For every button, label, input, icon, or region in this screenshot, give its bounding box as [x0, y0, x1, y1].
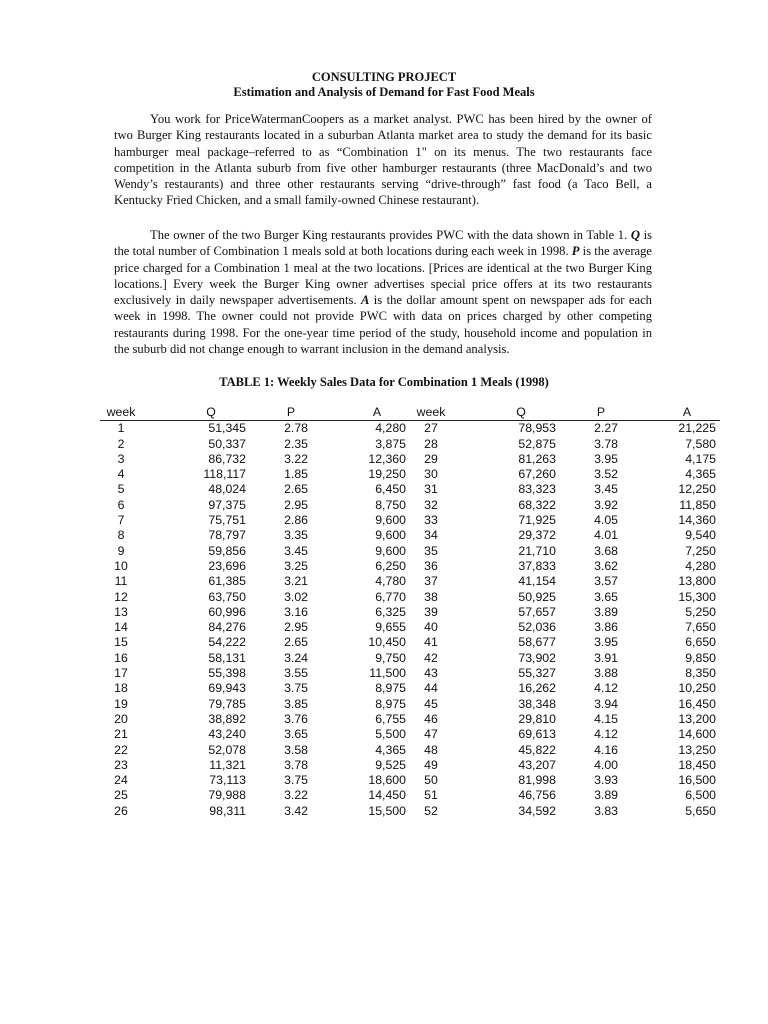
column-header-week: week: [100, 405, 142, 421]
table-row: [410, 498, 720, 513]
cell-p: 3.95: [594, 451, 618, 466]
cell-a: 4,280: [375, 421, 406, 436]
cell-q: 68,322: [518, 497, 556, 512]
table-row: [100, 452, 410, 467]
cell-p: 3.24: [284, 650, 308, 665]
data-description-text-3: is the average price charged for a Combination 1 meal at the two locations. [Prices are identical at the two Burger King locations.] Every week the Burger King owner advertises special price offers at its two restaurants exclusively in daily newspaper advertisements.: [114, 244, 652, 308]
cell-q: 75,751: [208, 513, 246, 528]
cell-p: 3.22: [284, 788, 308, 803]
cell-a: 6,500: [685, 788, 716, 803]
cell-q: 78,797: [208, 528, 246, 543]
cell-q: 51,345: [208, 421, 246, 436]
cell-q: 84,276: [208, 620, 246, 635]
cell-a: 19,250: [368, 467, 406, 482]
table-row: [410, 421, 720, 437]
table-row: [100, 574, 410, 589]
cell-p: 3.57: [594, 574, 618, 589]
table-row: [410, 467, 720, 482]
cell-p: 1.85: [284, 467, 308, 482]
cell-a: 16,500: [678, 773, 716, 788]
cell-a: 13,250: [678, 742, 716, 757]
cell-p: 4.00: [594, 757, 618, 772]
cell-p: 3.94: [594, 696, 618, 711]
cell-p: 3.65: [594, 589, 618, 604]
table-title: TABLE 1: Weekly Sales Data for Combination 1 Meals (1998): [219, 375, 549, 389]
cell-q: 52,875: [518, 436, 556, 451]
cell-p: 3.35: [284, 528, 308, 543]
cell-a: 6,755: [375, 711, 406, 726]
cell-week: 38: [424, 589, 438, 604]
cell-p: 3.62: [594, 558, 618, 573]
cell-week: 33: [424, 513, 438, 528]
table-body-right: [410, 421, 720, 819]
cell-p: 3.58: [284, 742, 308, 757]
table-row: [100, 559, 410, 574]
cell-a: 14,600: [678, 727, 716, 742]
table-row: [100, 727, 410, 742]
cell-p: 2.78: [284, 421, 308, 436]
cell-a: 8,975: [375, 681, 406, 696]
cell-week: 1: [117, 421, 125, 436]
cell-a: 8,975: [375, 696, 406, 711]
table-row: [410, 712, 720, 727]
cell-a: 7,580: [685, 436, 716, 451]
cell-p: 3.83: [594, 803, 618, 818]
cell-q: 71,925: [518, 513, 556, 528]
cell-q: 73,113: [209, 773, 246, 788]
cell-p: 3.45: [284, 543, 308, 558]
table-row: [100, 666, 410, 681]
table-row: [100, 620, 410, 635]
cell-q: 46,756: [518, 788, 556, 803]
cell-week: 49: [424, 757, 438, 772]
cell-week: 50: [424, 773, 438, 788]
table-row: [410, 437, 720, 452]
table-row: [100, 712, 410, 727]
cell-a: 3,875: [375, 436, 406, 451]
cell-p: 3.95: [594, 635, 618, 650]
cell-a: 5,250: [685, 604, 716, 619]
cell-week: 42: [424, 650, 438, 665]
intro-paragraph: [114, 111, 652, 209]
cell-q: 29,372: [518, 528, 556, 543]
sales-table-weeks-1-26: [100, 405, 410, 819]
cell-q: 79,785: [208, 696, 246, 711]
cell-q: 59,856: [208, 543, 246, 558]
table-row: [100, 482, 410, 497]
table-row: [100, 697, 410, 712]
cell-week: 21: [114, 727, 128, 742]
cell-week: 35: [424, 543, 438, 558]
table-row: [100, 605, 410, 620]
cell-p: 3.78: [594, 436, 618, 451]
cell-week: 27: [424, 421, 438, 436]
table-row: [410, 544, 720, 559]
column-header-a: A: [314, 405, 410, 421]
cell-week: 20: [114, 711, 128, 726]
cell-a: 9,850: [685, 650, 716, 665]
cell-a: 7,250: [685, 543, 716, 558]
cell-p: 3.76: [284, 711, 308, 726]
cell-p: 2.35: [284, 436, 308, 451]
cell-q: 54,222: [208, 635, 246, 650]
cell-q: 23,696: [208, 558, 246, 573]
table-row: [410, 804, 720, 819]
cell-q: 43,207: [518, 757, 556, 772]
table-row: [100, 498, 410, 513]
table-row: [100, 544, 410, 559]
cell-a: 4,365: [685, 467, 716, 482]
table-row: [410, 727, 720, 742]
cell-p: 4.16: [594, 742, 618, 757]
table-body-left: [100, 421, 410, 819]
cell-a: 10,250: [678, 681, 716, 696]
table-row: [410, 605, 720, 620]
cell-a: 21,225: [678, 421, 716, 436]
cell-a: 15,300: [678, 589, 716, 604]
data-description-text-1: The owner of the two Burger King restaurants provides PWC with the data shown in Table 1.: [150, 228, 631, 242]
table-row: [410, 788, 720, 803]
cell-week: 40: [424, 620, 438, 635]
variable-q: Q: [630, 228, 640, 242]
cell-week: 24: [114, 773, 128, 788]
cell-q: 55,327: [518, 666, 556, 681]
table-header-row: [410, 405, 720, 421]
cell-week: 36: [424, 558, 438, 573]
variable-a: A: [360, 293, 370, 308]
table-row: [410, 666, 720, 681]
column-header-p: P: [560, 405, 624, 421]
table-row: [100, 773, 410, 788]
cell-week: 11: [114, 574, 128, 589]
data-description-text-2: is the total number of Combination 1 meals sold at both locations during each week in 1998.: [114, 228, 652, 259]
cell-p: 3.68: [594, 543, 618, 558]
cell-a: 12,360: [368, 451, 406, 466]
cell-p: 3.75: [284, 681, 308, 696]
cell-q: 48,024: [208, 482, 246, 497]
cell-p: 3.52: [594, 467, 618, 482]
table-row: [410, 528, 720, 543]
cell-q: 52,078: [208, 742, 246, 757]
cell-q: 29,810: [518, 711, 556, 726]
cell-q: 45,822: [518, 742, 556, 757]
sales-table-weeks-27-52: [410, 405, 720, 819]
column-header-week: week: [410, 405, 452, 421]
cell-q: 60,996: [208, 604, 246, 619]
cell-a: 8,350: [685, 666, 716, 681]
cell-q: 38,348: [518, 696, 556, 711]
table-row: [100, 651, 410, 666]
cell-p: 2.95: [284, 620, 308, 635]
cell-p: 3.42: [284, 803, 308, 818]
cell-week: 51: [424, 788, 438, 803]
cell-p: 3.16: [284, 604, 308, 619]
table-row: [410, 773, 720, 788]
cell-week: 52: [424, 803, 438, 818]
cell-week: 26: [114, 803, 128, 818]
cell-q: 69,613: [518, 727, 556, 742]
cell-a: 14,450: [368, 788, 406, 803]
table-row: [410, 635, 720, 650]
cell-week: 6: [117, 497, 125, 512]
table-row: [100, 513, 410, 528]
cell-q: 34,592: [518, 803, 556, 818]
cell-a: 9,750: [375, 650, 406, 665]
data-description-paragraph: [114, 227, 652, 357]
cell-week: 13: [114, 604, 128, 619]
cell-p: 4.12: [594, 681, 618, 696]
cell-week: 46: [424, 711, 438, 726]
cell-q: 86,732: [208, 451, 246, 466]
cell-p: 2.65: [284, 482, 308, 497]
cell-week: 18: [114, 681, 128, 696]
cell-q: 37,833: [518, 558, 556, 573]
cell-q: 57,657: [518, 604, 556, 619]
cell-p: 3.89: [594, 788, 618, 803]
table-row: [410, 620, 720, 635]
cell-week: 43: [424, 666, 438, 681]
column-header-p: P: [250, 405, 314, 421]
table-row: [410, 697, 720, 712]
document-title: CONSULTING PROJECT: [311, 70, 457, 84]
table-row: [100, 788, 410, 803]
cell-week: 47: [424, 727, 438, 742]
cell-a: 9,525: [375, 757, 406, 772]
cell-q: 83,323: [518, 482, 556, 497]
cell-a: 18,450: [678, 757, 716, 772]
cell-q: 67,260: [518, 467, 556, 482]
data-description-text-4: is the dollar amount spent on newspaper ads for each week in 1998. The owner could not provide PWC with data on prices charged by other competing restaurants during 1998. For the one-year time period of the study, household income and population in the suburb did not change enough to warrant inclusion in the demand analysis.: [114, 293, 652, 357]
cell-a: 8,750: [375, 497, 406, 512]
cell-p: 3.88: [594, 666, 618, 681]
cell-q: 43,240: [208, 727, 246, 742]
cell-p: 3.21: [284, 574, 308, 589]
cell-week: 10: [114, 558, 128, 573]
cell-a: 6,325: [375, 604, 406, 619]
cell-a: 9,600: [375, 513, 406, 528]
cell-p: 3.85: [284, 696, 308, 711]
cell-a: 4,365: [375, 742, 406, 757]
cell-week: 45: [424, 696, 438, 711]
cell-p: 2.27: [594, 421, 618, 436]
table-row: [100, 528, 410, 543]
cell-p: 3.75: [284, 773, 308, 788]
cell-q: 38,892: [208, 711, 246, 726]
cell-week: 14: [114, 620, 128, 635]
variable-p: P: [571, 244, 580, 259]
cell-week: 32: [424, 497, 438, 512]
document-subtitle: Estimation and Analysis of Demand for Fast Food Meals: [233, 85, 535, 99]
cell-a: 6,770: [375, 589, 406, 604]
cell-q: 52,036: [518, 620, 556, 635]
cell-q: 55,398: [208, 666, 246, 681]
cell-p: 3.55: [284, 666, 308, 681]
table-row: [100, 437, 410, 452]
table-row: [410, 651, 720, 666]
cell-week: 31: [424, 482, 438, 497]
cell-week: 16: [114, 650, 128, 665]
cell-week: 28: [424, 436, 438, 451]
cell-a: 16,450: [678, 696, 716, 711]
intro-paragraph-text: You work for PriceWatermanCoopers as a market analyst. PWC has been hired by the owner of two Burger King restaurants located in a suburban Atlanta market area to study the demand for its basic hamburger meal package–referred to as “Combination 1" on its menus. The two restaurants face competition in the Atlanta suburb from five other hamburger restaurants (three MacDonald’s and two Wendy’s restaurants) and three other restaurants serving “drive-through” fast food (a Taco Bell, a Kentucky Fried Chicken, and a small family-owned Chinese restaurant).: [114, 112, 652, 208]
cell-week: 4: [117, 467, 125, 482]
cell-week: 41: [424, 635, 438, 650]
table-row: [410, 758, 720, 773]
table-row: [100, 804, 410, 819]
cell-week: 48: [424, 742, 438, 757]
cell-q: 58,131: [208, 650, 246, 665]
cell-a: 4,280: [685, 558, 716, 573]
cell-p: 3.22: [284, 451, 308, 466]
cell-week: 39: [424, 604, 438, 619]
cell-week: 7: [117, 513, 125, 528]
cell-p: 3.93: [594, 773, 618, 788]
cell-p: 4.15: [594, 711, 618, 726]
column-header-q: Q: [142, 405, 250, 421]
cell-week: 23: [114, 757, 128, 772]
cell-week: 2: [117, 436, 125, 451]
cell-a: 10,450: [368, 635, 406, 650]
cell-q: 69,943: [208, 681, 246, 696]
cell-p: 3.02: [284, 589, 308, 604]
cell-p: 4.12: [594, 727, 618, 742]
cell-q: 50,337: [208, 436, 246, 451]
table-row: [410, 574, 720, 589]
cell-a: 6,250: [375, 558, 406, 573]
cell-week: 29: [424, 451, 438, 466]
cell-p: 3.86: [594, 620, 618, 635]
cell-p: 2.86: [284, 513, 308, 528]
cell-p: 4.01: [594, 528, 618, 543]
cell-q: 81,998: [518, 773, 556, 788]
cell-p: 2.95: [284, 497, 308, 512]
cell-a: 9,600: [375, 543, 406, 558]
cell-week: 3: [117, 451, 125, 466]
cell-q: 97,375: [208, 497, 246, 512]
cell-p: 3.89: [594, 604, 618, 619]
cell-a: 11,850: [679, 497, 716, 512]
cell-q: 41,154: [518, 574, 556, 589]
cell-a: 14,360: [678, 513, 716, 528]
table-row: [100, 635, 410, 650]
cell-week: 34: [424, 528, 438, 543]
cell-a: 5,500: [375, 727, 406, 742]
table-row: [410, 681, 720, 696]
cell-a: 5,650: [685, 803, 716, 818]
cell-p: 3.78: [284, 757, 308, 772]
cell-p: 3.91: [594, 650, 618, 665]
table-row: [410, 452, 720, 467]
table-row: [100, 590, 410, 605]
cell-p: 4.05: [594, 513, 618, 528]
cell-q: 63,750: [208, 589, 246, 604]
table-row: [410, 513, 720, 528]
cell-a: 13,200: [678, 711, 716, 726]
cell-q: 50,925: [518, 589, 556, 604]
cell-a: 9,655: [375, 620, 406, 635]
cell-week: 15: [114, 635, 128, 650]
cell-week: 12: [114, 589, 128, 604]
cell-q: 73,902: [518, 650, 556, 665]
cell-a: 9,600: [375, 528, 406, 543]
cell-a: 13,800: [678, 574, 716, 589]
cell-a: 12,250: [678, 482, 716, 497]
cell-q: 81,263: [518, 451, 556, 466]
cell-q: 11,321: [209, 757, 246, 772]
cell-q: 58,677: [518, 635, 556, 650]
cell-q: 61,385: [208, 574, 246, 589]
cell-p: 3.45: [594, 482, 618, 497]
cell-p: 2.65: [284, 635, 308, 650]
cell-p: 3.65: [284, 727, 308, 742]
cell-week: 22: [114, 742, 128, 757]
cell-week: 5: [117, 482, 125, 497]
cell-p: 3.92: [594, 497, 618, 512]
column-header-a: A: [624, 405, 720, 421]
table-row: [100, 743, 410, 758]
cell-a: 6,650: [685, 635, 716, 650]
table-row: [410, 482, 720, 497]
table-header-row: [100, 405, 410, 421]
cell-week: 25: [114, 788, 128, 803]
cell-week: 17: [114, 666, 128, 681]
cell-week: 8: [117, 528, 125, 543]
cell-q: 79,988: [208, 788, 246, 803]
cell-a: 4,780: [375, 574, 406, 589]
cell-week: 9: [117, 543, 125, 558]
cell-week: 19: [114, 696, 128, 711]
table-row: [100, 421, 410, 437]
table-row: [410, 559, 720, 574]
cell-a: 11,500: [369, 666, 406, 681]
cell-a: 6,450: [375, 482, 406, 497]
table-row: [410, 743, 720, 758]
cell-week: 44: [424, 681, 438, 696]
cell-week: 30: [424, 467, 438, 482]
cell-q: 118,117: [203, 467, 246, 482]
table-row: [100, 467, 410, 482]
cell-a: 7,650: [685, 620, 716, 635]
cell-a: 4,175: [685, 451, 716, 466]
cell-p: 3.25: [284, 558, 308, 573]
cell-q: 78,953: [518, 421, 556, 436]
table-row: [410, 590, 720, 605]
cell-week: 37: [424, 574, 438, 589]
cell-q: 98,311: [209, 803, 246, 818]
cell-q: 21,710: [518, 543, 556, 558]
table-row: [100, 681, 410, 696]
table-row: [100, 758, 410, 773]
cell-q: 16,262: [518, 681, 556, 696]
cell-a: 18,600: [368, 773, 406, 788]
cell-a: 9,540: [685, 528, 716, 543]
column-header-q: Q: [452, 405, 560, 421]
cell-a: 15,500: [368, 803, 406, 818]
